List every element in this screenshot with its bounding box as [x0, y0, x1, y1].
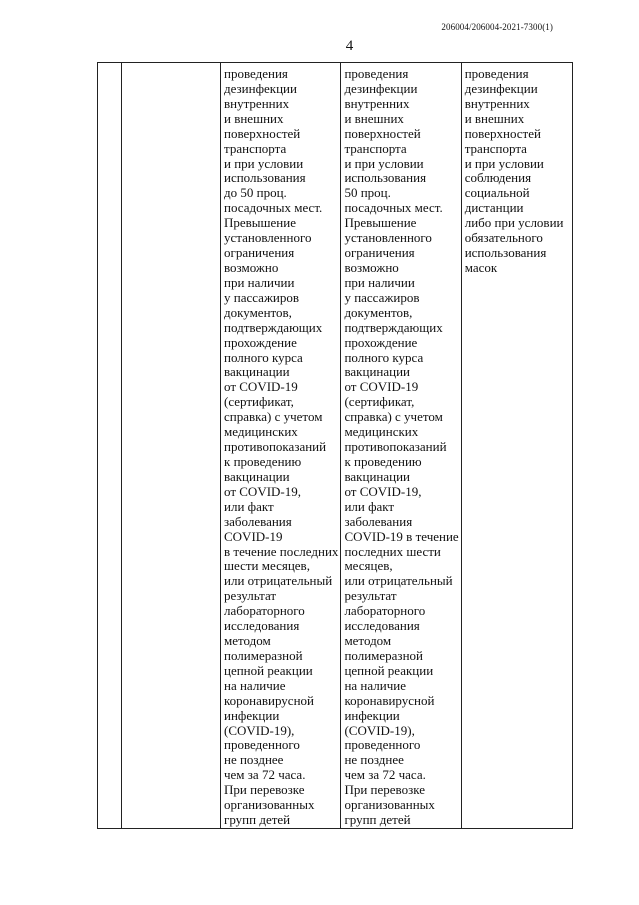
cell-text-line: Превышение [224, 215, 296, 231]
table-cell-col3 [221, 63, 341, 829]
cell-text-line: проведенного [224, 737, 300, 753]
cell-text-line: и внешних [464, 110, 525, 126]
cell-text-line: транспорта [224, 140, 287, 156]
cell-text-line: чем за 72 часа. [344, 767, 426, 783]
cell-text-line: полного курса [344, 349, 424, 365]
cell-text-line: возможно [344, 259, 399, 275]
cell-text-line: медицинских [344, 424, 419, 440]
cell-text-line: полимеразной [344, 647, 423, 663]
cell-text-line: при наличии [224, 274, 295, 290]
cell-text-line: COVID-19 [224, 528, 283, 544]
cell-text-line: результат [224, 588, 277, 604]
cell-text-line: ограничения [344, 245, 415, 261]
cell-text-line: противопоказаний [344, 439, 447, 455]
cell-text-line: у пассажиров [224, 289, 300, 305]
cell-text-line: и внешних [224, 110, 284, 126]
cell-text-line: исследования [344, 618, 420, 634]
cell-text-line: противопоказаний [224, 439, 327, 455]
cell-text-line: прохождение [224, 334, 297, 350]
table-cell-col2 [122, 63, 221, 829]
cell-text-line: и внешних [344, 110, 404, 126]
cell-text-line: COVID-19 в течение [344, 528, 459, 544]
table-cell-col5 [461, 63, 572, 829]
cell-text-line: коронавирусной [344, 692, 435, 708]
cell-text-line: не позднее [224, 752, 284, 768]
cell-text-line: при наличии [344, 274, 415, 290]
cell-text-line: вакцинации [344, 364, 411, 380]
cell-text-line: масок [464, 259, 498, 275]
cell-text-line: возможно [224, 259, 279, 275]
cell-text-line: к проведению [344, 453, 422, 469]
cell-text-line: либо при условии [464, 215, 564, 231]
cell-text-line: дезинфекции [464, 80, 538, 96]
cell-text-line: внутренних [344, 95, 410, 111]
cell-text-line: полимеразной [224, 647, 303, 663]
cell-text-line: исследования [224, 618, 300, 634]
cell-text-line: дезинфекции [224, 80, 297, 96]
cell-text-line: или отрицательный [344, 573, 453, 589]
cell-text-line: внутренних [464, 95, 530, 111]
cell-text-line: лабораторного [344, 603, 426, 619]
cell-text-line: чем за 72 часа. [224, 767, 306, 783]
cell-text-line: цепной реакции [224, 662, 313, 678]
cell-text-line: обязательного [464, 230, 543, 246]
cell-text-line: проведения [344, 66, 409, 81]
cell-text-line: методом [224, 633, 271, 649]
cell-text-line: заболевания [224, 513, 292, 529]
cell-text-line: вакцинации [224, 364, 290, 380]
cell-text-line: заболевания [344, 513, 413, 529]
cell-text-line: организованных [224, 797, 315, 813]
cell-text-line: посадочных мест. [224, 200, 323, 216]
cell-text-line: медицинских [224, 424, 298, 440]
cell-text-line: от COVID-19, [344, 483, 422, 499]
cell-text-line: групп детей [344, 812, 411, 828]
cell-text-line: инфекции [224, 707, 280, 723]
cell-text-line: от COVID-19, [224, 483, 302, 499]
document-id: 206004/206004-2021-7300(1) [441, 22, 553, 32]
cell-text-line: на наличие [344, 677, 406, 693]
cell-text-line: установленного [224, 230, 312, 246]
cell-text-line: полного курса [224, 349, 303, 365]
cell-text-line: на наличие [224, 677, 286, 693]
cell-text-line: подтверждающих [224, 319, 323, 335]
measures-table [97, 62, 573, 829]
cell-text-line: При перевозке [344, 782, 425, 798]
cell-text-line: в течение последних [224, 543, 339, 559]
cell-text-line: от COVID-19 [224, 379, 298, 395]
cell-text-line: дистанции [464, 200, 524, 216]
cell-text-line: поверхностей [344, 125, 421, 141]
cell-text-line: (сертификат, [344, 394, 415, 410]
cell-text-line: использования [464, 245, 547, 261]
cell-text-line: установленного [344, 230, 432, 246]
cell-text-line: соблюдения [464, 170, 532, 186]
cell-text-line: коронавирусной [224, 692, 314, 708]
cell-text-line: к проведению [224, 453, 302, 469]
cell-text-line: результат [344, 588, 397, 604]
cell-text-line: прохождение [344, 334, 418, 350]
cell-text-line: организованных [344, 797, 435, 813]
cell-text-line: или факт [344, 498, 395, 514]
cell-text-line: проведения [224, 66, 288, 81]
cell-text-line: и при условии [344, 155, 424, 171]
table-cell-col1 [98, 63, 122, 829]
cell-text-line: документов, [224, 304, 292, 320]
cell-text-line: документов, [344, 304, 413, 320]
cell-text-line: последних шести [344, 543, 441, 559]
cell-text-line: у пассажиров [344, 289, 420, 305]
cell-text-line: поверхностей [224, 125, 301, 141]
cell-text-line: посадочных мест. [344, 200, 443, 216]
cell-text-line: вакцинации [224, 468, 290, 484]
cell-text-line: внутренних [224, 95, 290, 111]
cell-text-line: подтверждающих [344, 319, 443, 335]
cell-text-line: до 50 проц. [224, 185, 287, 201]
cell-text-line: инфекции [344, 707, 400, 723]
cell-text-line: дезинфекции [344, 80, 418, 96]
cell-text-line: и при условии [464, 155, 544, 171]
cell-text-line: социальной [464, 185, 530, 201]
cell-text-line: проведения [464, 66, 529, 81]
cell-text-line: справка) с учетом [344, 409, 443, 425]
cell-text-line: не позднее [344, 752, 404, 768]
cell-text-line: использования [224, 170, 306, 186]
cell-text-line: шести месяцев, [224, 558, 310, 574]
cell-text-line: Превышение [344, 215, 417, 231]
cell-text-line: справка) с учетом [224, 409, 323, 425]
page-number: 4 [345, 38, 354, 54]
cell-text-line: ограничения [224, 245, 295, 261]
cell-text-line: (сертификат, [224, 394, 294, 410]
cell-text-line: и при условии [224, 155, 304, 171]
cell-text-line: использования [344, 170, 427, 186]
cell-text-line: групп детей [224, 812, 291, 828]
cell-text-line: вакцинации [344, 468, 411, 484]
cell-text-line: лабораторного [224, 603, 305, 619]
cell-text-line: (COVID-19), [224, 722, 295, 738]
cell-text-line: методом [344, 633, 392, 649]
cell-text-line: проведенного [344, 737, 421, 753]
cell-text-line: (COVID-19), [344, 722, 415, 738]
cell-text-line: поверхностей [464, 125, 541, 141]
cell-text-line: цепной реакции [344, 662, 434, 678]
cell-text-line: транспорта [464, 140, 527, 156]
table-row [98, 63, 573, 829]
cell-text-line: или факт [224, 498, 274, 514]
cell-text-line: 50 проц. [344, 185, 391, 201]
table-cell-col4 [341, 63, 461, 829]
cell-text-line: При перевозке [224, 782, 305, 798]
cell-text-line: транспорта [344, 140, 407, 156]
cell-text-line: или отрицательный [224, 573, 333, 589]
cell-text-line: месяцев, [344, 558, 393, 574]
cell-text-line: от COVID-19 [344, 379, 419, 395]
